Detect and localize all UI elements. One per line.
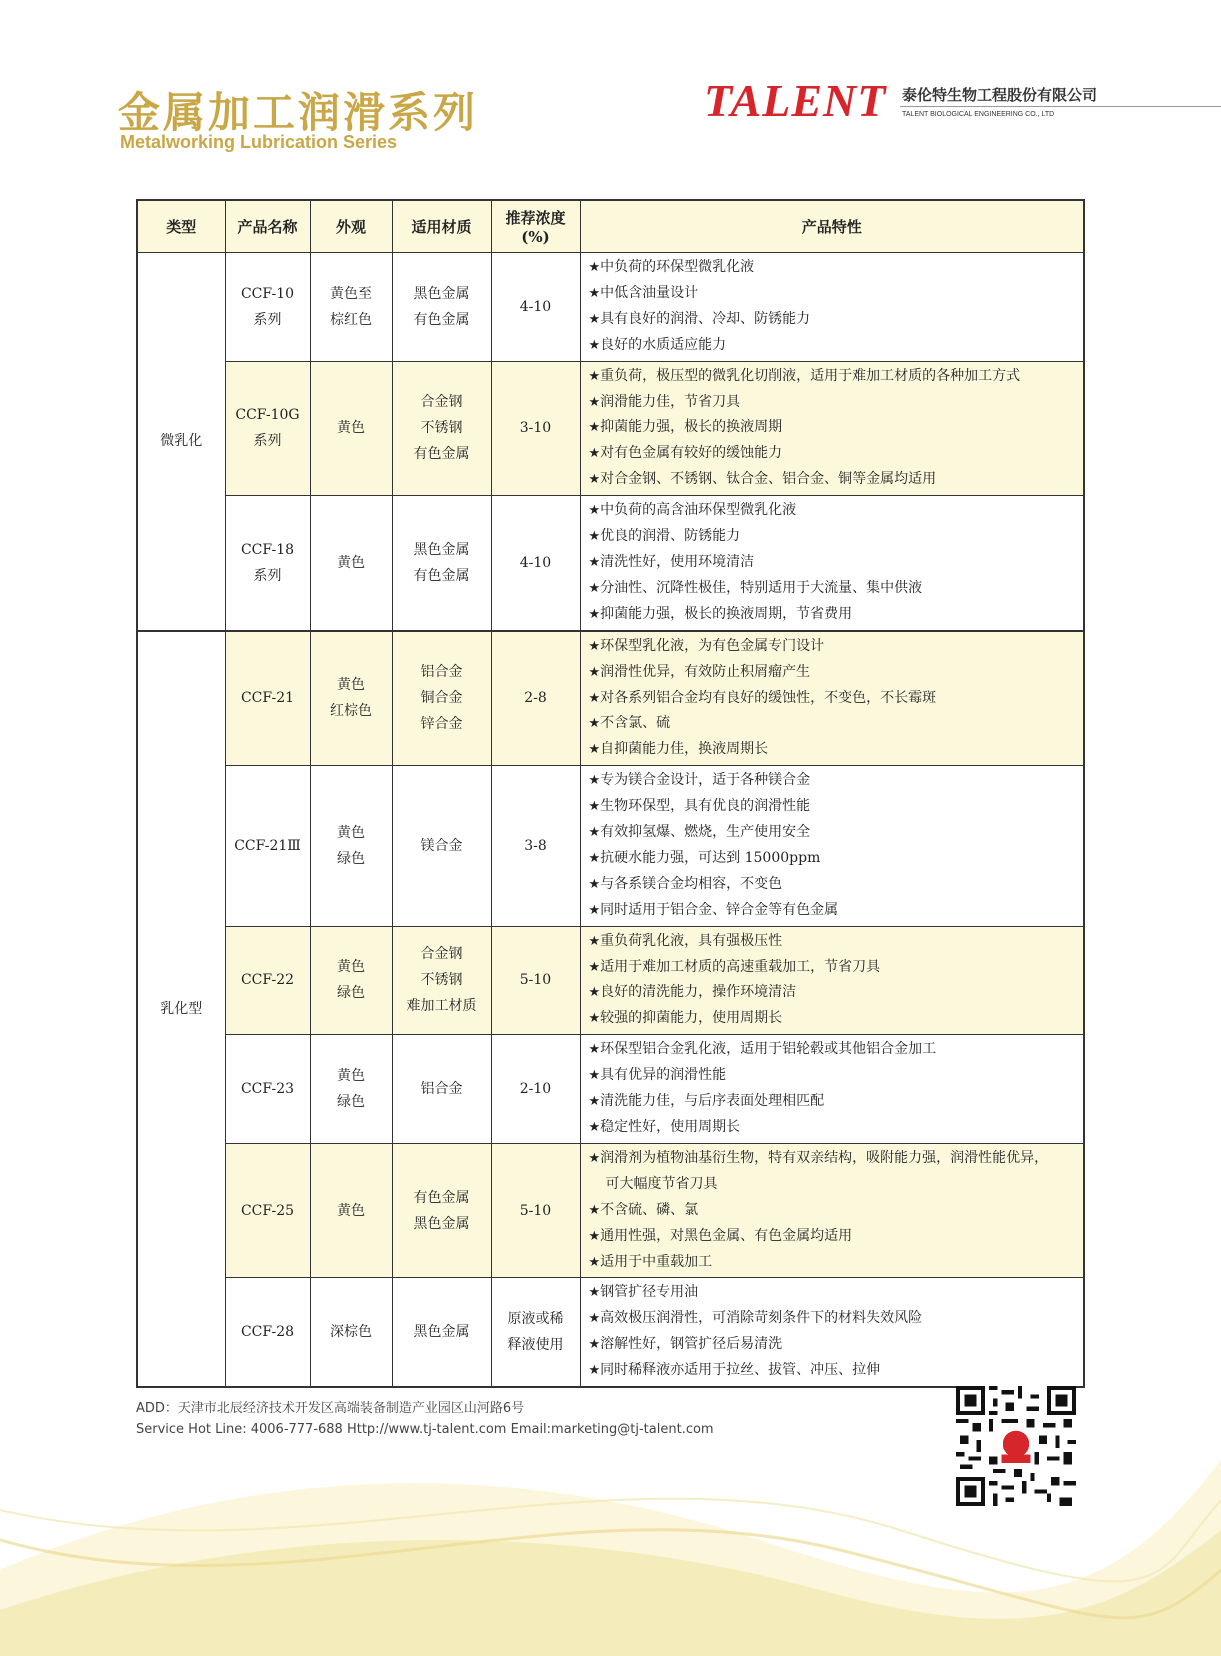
star-icon: ★ [588, 876, 601, 892]
feature-item: ★高效极压润滑性，可消除苛刻条件下的材料失效风险 [588, 1310, 923, 1327]
star-icon: ★ [588, 394, 601, 410]
table-row [137, 496, 1084, 631]
star-icon: ★ [588, 773, 601, 789]
concentration-cell: 5-10 [491, 1143, 580, 1278]
star-icon: ★ [588, 850, 601, 866]
concentration-cell: 原液或稀 释液使用 [491, 1278, 580, 1387]
star-icon: ★ [588, 690, 601, 706]
feature-item: ★重负荷乳化液，具有强极压性 [588, 932, 783, 949]
star-icon: ★ [588, 529, 601, 545]
star-icon: ★ [588, 554, 601, 570]
appearance-cell: 黄色 [310, 496, 392, 631]
table-row [137, 361, 1084, 496]
features-cell [580, 1143, 1084, 1278]
features-cell [580, 1278, 1084, 1387]
star-icon: ★ [588, 311, 601, 327]
material-cell: 合金钢 不锈钢 有色金属 [392, 361, 491, 496]
table-row [137, 1278, 1084, 1387]
star-icon: ★ [588, 260, 601, 275]
feature-item: ★润滑性优异，有效防止积屑瘤产生 [588, 663, 811, 680]
feature-item: ★较强的抑菌能力，使用周期长 [588, 1010, 783, 1027]
product-name-cell: CCF-28 [225, 1278, 310, 1387]
feature-item: ★适用于难加工材质的高速重载加工，节省刀具 [588, 958, 881, 975]
star-icon: ★ [588, 638, 601, 654]
feature-item: ★中负荷的环保型微乳化液 [588, 259, 755, 275]
feature-item: ★优良的润滑、防锈能力 [588, 528, 741, 545]
header-material: 适用材质 [392, 200, 491, 253]
feature-item: ★具有良好的润滑、冷却、防锈能力 [588, 310, 811, 327]
feature-item: ★润滑剂为植物油基衍生物，特有双亲结构，吸附能力强，润滑性能优异， [588, 1149, 1049, 1166]
type-cell: 乳化型 [137, 631, 225, 1387]
concentration-cell: 2-8 [491, 631, 580, 766]
table-row [137, 253, 1084, 362]
star-icon: ★ [588, 1311, 601, 1327]
feature-item: ★润滑能力佳，节省刀具 [588, 393, 741, 410]
page-title: 金属加工润滑系列 [118, 88, 479, 137]
star-icon: ★ [588, 472, 601, 488]
features-cell [580, 766, 1084, 926]
star-icon: ★ [588, 1094, 601, 1110]
product-name-cell: CCF-21Ⅲ [225, 766, 310, 926]
star-icon: ★ [588, 1042, 601, 1058]
appearance-cell: 黄色 红棕色 [310, 631, 392, 766]
concentration-cell: 4-10 [491, 496, 580, 631]
feature-item: ★不含氯、硫 [588, 715, 671, 732]
material-cell: 铝合金 [392, 1035, 491, 1144]
concentration-cell: 5-10 [491, 926, 580, 1035]
star-icon: ★ [588, 664, 601, 680]
feature-item: ★具有优异的润滑性能 [588, 1067, 727, 1084]
feature-item-continuation: 可大幅度节省刀具 [605, 1175, 718, 1192]
appearance-cell: 黄色 绿色 [310, 766, 392, 926]
star-icon: ★ [588, 825, 601, 841]
header-appearance: 外观 [310, 200, 392, 253]
page-subtitle: Metalworking Lubrication Series [120, 132, 398, 152]
features-cell [580, 496, 1084, 631]
feature-item: ★不含硫、磷、氯 [588, 1201, 699, 1218]
qr-code-icon [956, 1386, 1076, 1506]
star-icon: ★ [588, 1068, 601, 1084]
header-type: 类型 [137, 200, 225, 253]
star-icon: ★ [588, 1337, 601, 1353]
star-icon: ★ [588, 1150, 601, 1166]
brand-logo: TALENT [704, 75, 887, 126]
product-name-cell: CCF-21 [225, 631, 310, 766]
header-features: 产品特性 [580, 200, 1084, 253]
table-row [137, 926, 1084, 1035]
star-icon: ★ [588, 420, 601, 436]
feature-item: ★良好的水质适应能力 [588, 336, 727, 353]
star-icon: ★ [588, 902, 601, 918]
feature-item: ★抑菌能力强，极长的换液周期 [588, 419, 783, 436]
star-icon: ★ [588, 285, 601, 301]
features-cell [580, 631, 1084, 766]
material-cell: 铝合金 铜合金 锌合金 [392, 631, 491, 766]
star-icon: ★ [588, 337, 601, 353]
concentration-cell: 3-10 [491, 361, 580, 496]
company-divider [900, 106, 1221, 107]
appearance-cell: 黄色 [310, 1143, 392, 1278]
feature-item: ★环保型铝合金乳化液，适用于铝轮毂或其他铝合金加工 [588, 1041, 937, 1058]
product-name-cell: CCF-25 [225, 1143, 310, 1278]
features-cell [580, 926, 1084, 1035]
concentration-cell: 2-10 [491, 1035, 580, 1144]
product-name-cell: CCF-10G 系列 [225, 361, 310, 496]
type-cell: 微乳化 [137, 253, 225, 631]
appearance-cell: 黄色 绿色 [310, 1035, 392, 1144]
feature-item: ★重负荷，极压型的微乳化切削液，适用于难加工材质的各种加工方式 [588, 367, 1021, 384]
star-icon: ★ [588, 959, 601, 975]
feature-item: ★自抑菌能力佳，换液周期长 [588, 741, 769, 758]
appearance-cell: 黄色至 棕红色 [310, 253, 392, 362]
star-icon: ★ [588, 580, 601, 596]
appearance-cell: 黄色 [310, 361, 392, 496]
feature-item: ★有效抑氢爆、燃烧，生产使用安全 [588, 824, 811, 841]
feature-item: ★良好的清洗能力，操作环境清洁 [588, 984, 797, 1001]
table-row [137, 766, 1084, 926]
footer-contact: Service Hot Line: 4006-777-688 Http://www.tj-talent.com Email:marketing@tj-talent.com [136, 1422, 714, 1437]
table-row [137, 631, 1084, 766]
appearance-cell: 黄色 绿色 [310, 926, 392, 1035]
star-icon: ★ [588, 446, 601, 462]
star-icon: ★ [588, 503, 601, 519]
star-icon: ★ [588, 716, 601, 732]
feature-item: ★同时稀释液亦适用于拉丝、拔管、冲压、拉伸 [588, 1362, 881, 1379]
feature-item: ★分油性、沉降性极佳，特别适用于大流量、集中供液 [588, 579, 923, 596]
feature-item: ★适用于中重载加工 [588, 1253, 713, 1270]
feature-item: ★清洗能力佳，与后序表面处理相匹配 [588, 1093, 825, 1110]
material-cell: 黑色金属 有色金属 [392, 253, 491, 362]
product-name-cell: CCF-18 系列 [225, 496, 310, 631]
material-cell: 合金钢 不锈钢 难加工材质 [392, 926, 491, 1035]
feature-item: ★溶解性好，钢管扩径后易清洗 [588, 1336, 783, 1353]
concentration-cell: 3-8 [491, 766, 580, 926]
table-row [137, 1143, 1084, 1278]
product-name-cell: CCF-22 [225, 926, 310, 1035]
star-icon: ★ [588, 1120, 601, 1135]
feature-item: ★抑菌能力强，极长的换液周期，节省费用 [588, 605, 853, 622]
product-table [136, 199, 1085, 1388]
features-cell [580, 361, 1084, 496]
features-cell [580, 1035, 1084, 1144]
feature-item: ★中负荷的高含油环保型微乳化液 [588, 502, 797, 519]
star-icon: ★ [588, 799, 601, 815]
star-icon: ★ [588, 1228, 601, 1244]
header-concentration: 推荐浓度 (%) [491, 200, 580, 253]
feature-item: ★专为镁合金设计，适于各种镁合金 [588, 772, 811, 789]
appearance-cell: 深棕色 [310, 1278, 392, 1387]
product-name-cell: CCF-10 系列 [225, 253, 310, 362]
star-icon: ★ [588, 1285, 601, 1301]
product-name-cell: CCF-23 [225, 1035, 310, 1144]
company-name-en: TALENT BIOLOGICAL ENGINEERING CO., LTD [902, 111, 1055, 118]
material-cell: 有色金属 黑色金属 [392, 1143, 491, 1278]
feature-item: ★对各系列铝合金均有良好的缓蚀性，不变色，不长霉斑 [588, 689, 937, 706]
star-icon: ★ [588, 1363, 601, 1379]
features-cell [580, 253, 1084, 362]
star-icon: ★ [588, 606, 601, 622]
feature-item: ★钢管扩径专用油 [588, 1284, 699, 1301]
feature-item: ★同时适用于铝合金、锌合金等有色金属 [588, 901, 839, 918]
feature-item: ★与各系镁合金均相容，不变色 [588, 875, 783, 892]
star-icon: ★ [588, 1202, 601, 1218]
feature-item: ★抗硬水能力强，可达到 15000ppm [588, 849, 821, 866]
feature-item: ★通用性强，对黑色金属、有色金属均适用 [588, 1227, 853, 1244]
material-cell: 黑色金属 有色金属 [392, 496, 491, 631]
feature-item: ★中低含油量设计 [588, 284, 699, 301]
feature-item: ★环保型乳化液，为有色金属专门设计 [588, 637, 825, 654]
feature-item: ★对合金钢、不锈钢、钛合金、铝合金、铜等金属均适用 [588, 471, 937, 488]
star-icon: ★ [588, 368, 601, 384]
star-icon: ★ [588, 985, 601, 1001]
material-cell: 黑色金属 [392, 1278, 491, 1387]
material-cell: 镁合金 [392, 766, 491, 926]
feature-item: ★清洗性好，使用环境清洁 [588, 553, 755, 570]
table-header-row [137, 200, 1084, 253]
feature-item: ★对有色金属有较好的缓蚀能力 [588, 445, 783, 462]
company-name-cn: 泰伦特生物工程股份有限公司 [902, 86, 1098, 104]
star-icon: ★ [588, 1254, 601, 1270]
star-icon: ★ [588, 933, 601, 949]
header-product-name: 产品名称 [225, 200, 310, 253]
feature-item: ★生物环保型，具有优良的润滑性能 [588, 798, 811, 815]
concentration-cell: 4-10 [491, 253, 580, 362]
star-icon: ★ [588, 742, 601, 758]
star-icon: ★ [588, 1011, 601, 1027]
table-row [137, 1035, 1084, 1144]
footer-address: ADD：天津市北辰经济技术开发区高端装备制造产业园区山河路6号 [136, 1401, 525, 1416]
feature-item: ★稳定性好，使用周期长 [588, 1119, 741, 1135]
